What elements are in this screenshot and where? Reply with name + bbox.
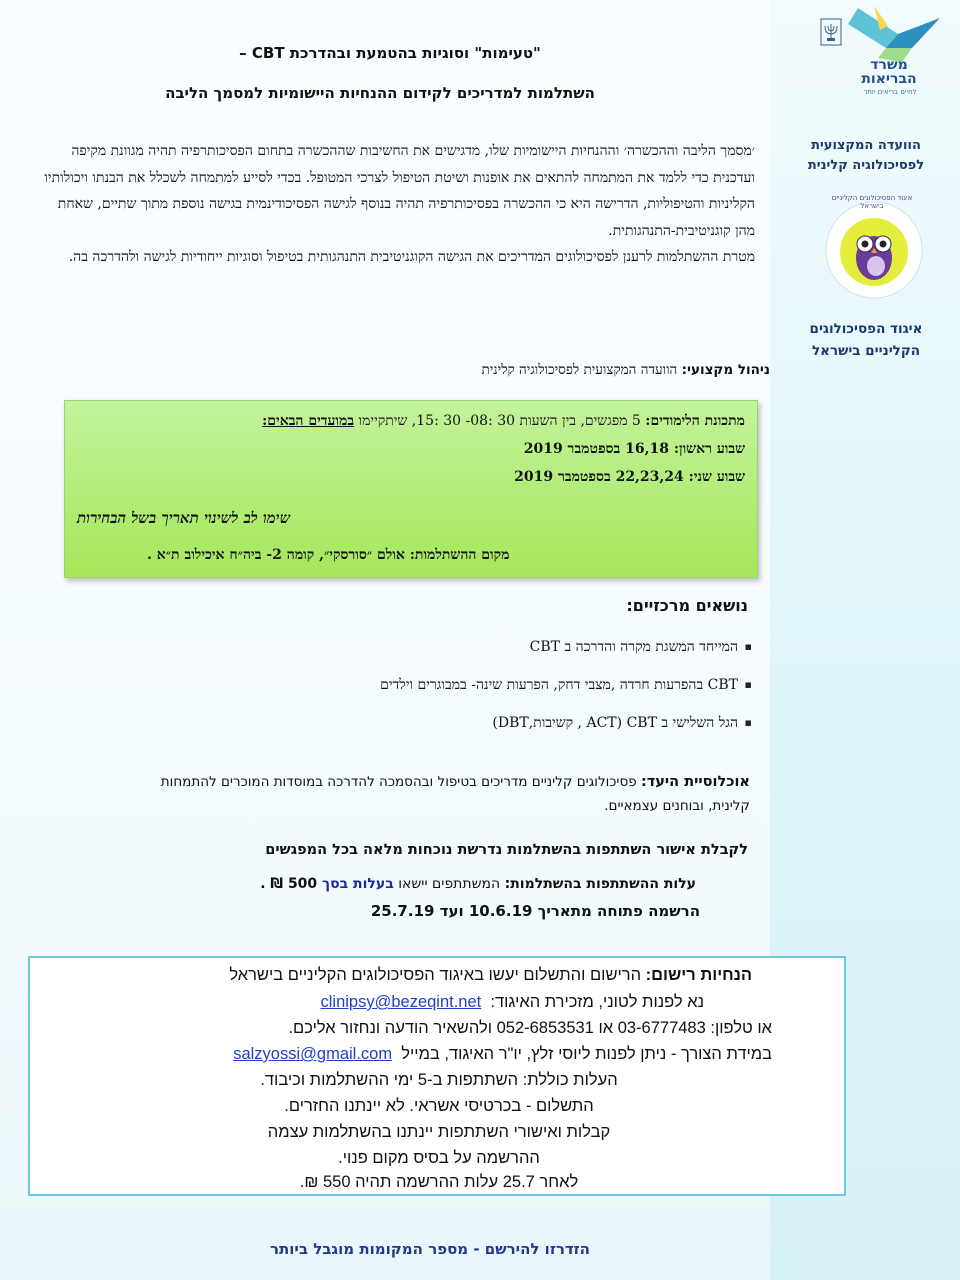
schedule-box — [64, 400, 758, 578]
menorah-emblem-icon — [820, 18, 842, 46]
registration-availability: ההרשמה על בסיס מקום פנוי. — [338, 1149, 540, 1167]
registration-text-1: הרישום והתשלום יעשו באיגוד הפסיכולוגים הקליניים בישראל — [229, 966, 646, 984]
audience-section — [140, 770, 750, 818]
topic-item: ▪ הגל השלישי ב CBT (ACT , קשיבות,DBT) — [192, 704, 752, 742]
schedule-week-1: שבוע ראשון: 16,18 בספטמבר 2019 — [523, 441, 745, 457]
main-title: "טעימות" וסוגיות בהטמעת ובהדרכת CBT – — [239, 44, 541, 62]
schedule-dates-heading: במועדים הבאים: — [262, 413, 355, 429]
schedule-label: מתכונת הלימודים: — [645, 413, 745, 429]
audience-text: פסיכולוגים קליניים מדריכים בטיפול ובהסמכה להדרכה במוסדות המוכרים להתמחות קלינית, ובוחנים עצמאיים. — [160, 774, 750, 814]
registration-box — [28, 956, 846, 1196]
registration-phone-line: או טלפון: 03-6777483 או 052-6853531 ולהשאיר הודעה ונחזור אליכם. — [288, 1019, 772, 1037]
main-subtitle: השתלמות למדריכים לקידום ההנחיות היישומיות למסמך הליבה — [165, 84, 595, 102]
committee-line-1: הוועדה המקצועית — [811, 138, 921, 153]
logo-subtext: לחיים בריאים יותר — [863, 88, 917, 96]
chair-email-link[interactable]: salzyossi@gmail.com — [233, 1045, 393, 1063]
schedule-format-line — [262, 413, 745, 430]
registration-payment: התשלום - בכרטיסי אשראי. לא יינתנו החזרים. — [284, 1097, 594, 1115]
location-line: מקום ההשתלמות: אולם ״סורסקי״, קומה 2- ביה״ח איכילוב ת״א . — [147, 547, 510, 563]
registration-label: הנחיות רישום: — [645, 966, 752, 984]
association-line-2: הקליניים בישראל — [811, 343, 921, 359]
association-line-1: איגוד הפסיכולוגים — [809, 321, 923, 337]
owl-logo-icon — [824, 200, 924, 300]
association-email-link[interactable]: clinipsy@bezeqint.net — [320, 993, 482, 1011]
registration-line-2 — [320, 993, 704, 1012]
intro-paragraph-2: מטרת ההשתלמות לרענן לפסיכולוגים המדריכים את הגישה הקוגניטיבית התנהגותית בטיפול וסוגיות ייחודיות לגישה ולהדרכה בה. — [68, 249, 755, 265]
management-value: הוועדה המקצועית לפסיכולוגיה קלינית — [481, 362, 682, 378]
cost-text: המשתתפים יישאו — [393, 876, 505, 892]
cost-label: עלות ההשתתפות בהשתלמות: — [504, 876, 696, 892]
cost-line — [110, 876, 696, 892]
audience-label: אוכלוסיית היעד: — [640, 774, 750, 790]
registration-late-fee: לאחר 25.7 עלות ההרשמה תהיה 550 ₪. — [299, 1173, 579, 1191]
topics-title: נושאים מרכזיים: — [626, 596, 748, 615]
registration-includes: העלות כוללת: השתתפות ב-5 ימי ההשתלמות וכיבוד. — [260, 1071, 618, 1089]
management-label: ניהול מקצועי: — [681, 362, 770, 378]
logo-text: משרד הבריאות — [861, 57, 917, 87]
owl-ring-text: איגוד הפסיכולוגים הקליניים בישראל — [831, 194, 913, 210]
election-note: שימו לב לשינוי תאריך בשל הבחירות — [77, 509, 291, 527]
attendance-requirement: לקבלת אישור השתתפות בהשתלמות נדרשת נוכחות מלאה בכל המפגשים — [265, 842, 748, 858]
cost-amount: 500 ₪ . — [260, 876, 323, 892]
schedule-text: 5 מפגשים, בין השעות 30 :08- 30 :15, שיתקיימו — [354, 413, 646, 429]
committee-line-2: לפסיכולוגיה קלינית — [807, 158, 925, 173]
registration-text-2: נא לפנות לטוני, מזכירת האיגוד: — [490, 993, 704, 1011]
committee-heading — [786, 136, 946, 176]
association-heading — [786, 318, 946, 362]
registration-receipts: קבלות ואישורי השתתפות יינתנו בהשתלמות עצמה — [267, 1123, 611, 1141]
registration-dates: הרשמה פתוחה מתאריך 10.6.19 ועד 25.7.19 — [370, 902, 700, 920]
topic-item: ▪ CBT בהפרעות חרדה ,מצבי דחק, הפרעות שינה- במבוגרים וילדים — [192, 666, 752, 704]
intro-paragraph-1: ׳מסמך הליבה וההכשרה׳ וההנחיות היישומיות שלו, מדגישים את החשיבות שההכשרה בתחום הפסיכותרפיה תהיה מגוונת מקיפה ועדכנית כדי ללמד את המתמחה להתאים את אופנות ושיטת הטיפול לצרכי המטופל. בכדי לסייע למתמחה לשכלל את הבנתו ויכולותיו הקליניות והטיפוליות, הדרישה היא כי ההכשרה בפסיכותרפיה תהיה בנוסף לגישה הפסיכודינמית בגישה נוספת מתוך שתיים, שאחת מהן קוגניטיבית-התנהגותית. — [44, 143, 755, 239]
footer-callout: הזדרזו להירשם - מספר המקומות מוגבל ביותר — [270, 1240, 590, 1258]
cost-highlight: בעלות בסך — [322, 876, 394, 892]
registration-line-4 — [233, 1045, 772, 1064]
topic-item: ▪ המייחד המשגת מקרה והדרכה ב CBT — [192, 628, 752, 666]
topics-list — [192, 628, 752, 742]
intro-text — [40, 138, 755, 271]
registration-line-1 — [229, 966, 752, 985]
schedule-week-2: שבוע שני: 22,23,24 בספטמבר 2019 — [514, 469, 745, 485]
management-line — [170, 362, 770, 378]
registration-text-4: במידת הצורך - ניתן לפנות ליוסי זלץ, יו"ר האיגוד, במייל — [401, 1045, 772, 1063]
